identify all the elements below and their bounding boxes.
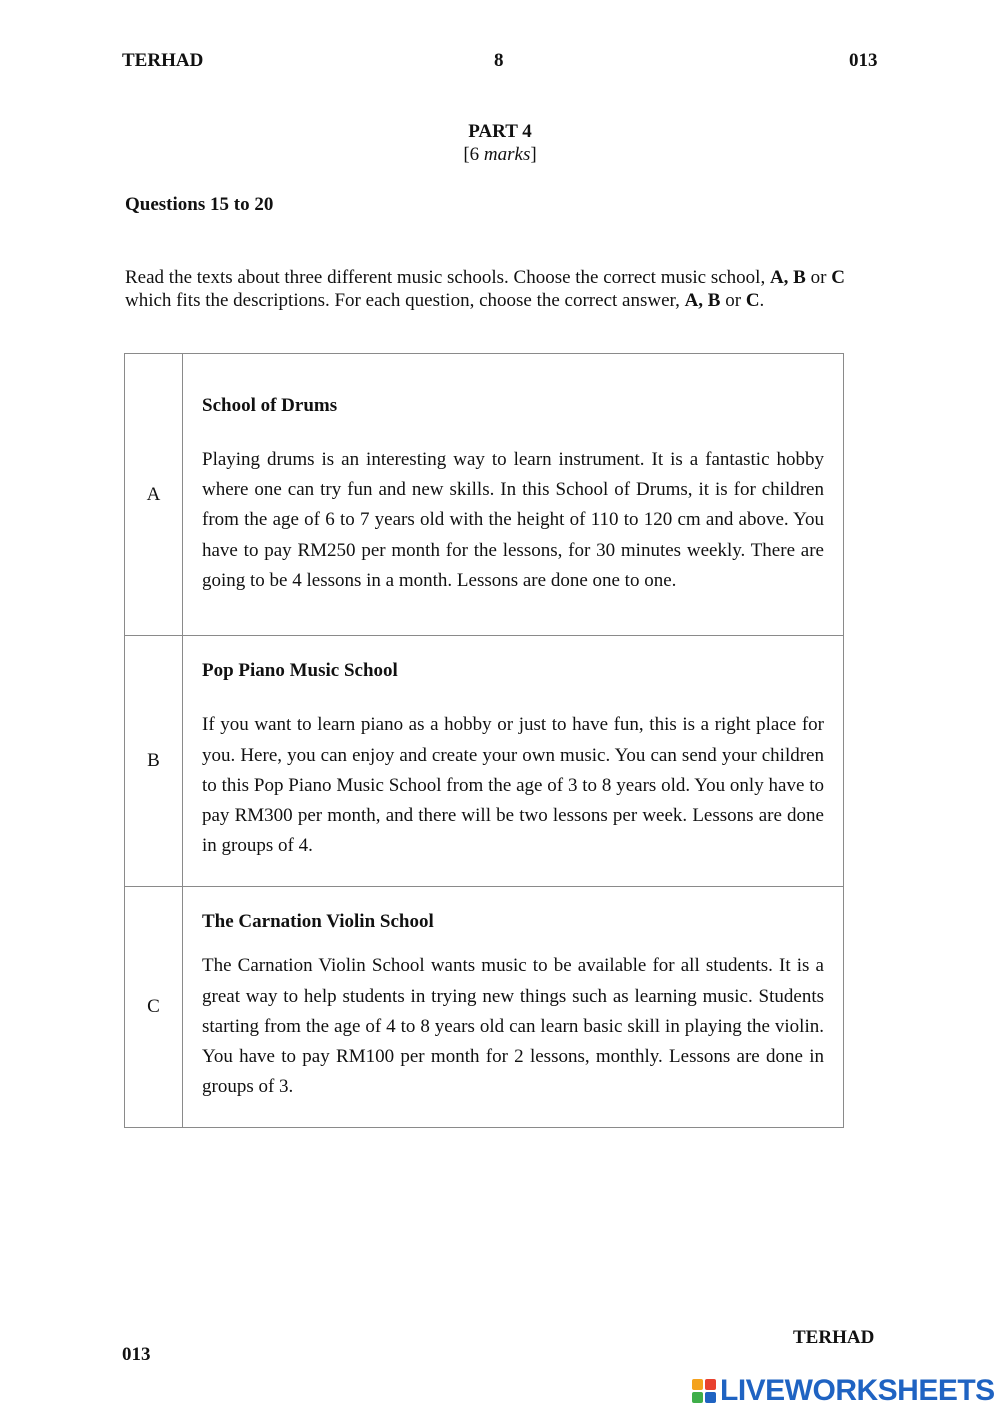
instructions: Read the texts about three different music schools. Choose the correct music school, A, B or C which fits the descriptions. For each question, choose the correct answer, A, B or C. xyxy=(125,267,845,311)
school-description-cell xyxy=(183,636,844,887)
footer-right-label: TERHAD xyxy=(793,1327,875,1348)
liveworksheets-brand[interactable] xyxy=(692,1375,995,1407)
school-row-c xyxy=(125,887,844,1128)
school-name: The Carnation Violin School xyxy=(202,911,434,933)
part-title: PART 4 xyxy=(468,121,532,142)
school-description: The Carnation Violin School wants music to be available for all students. It is a great way to help students in trying new things such as learning music. Students starting from the age of 4 to 8 years old can learn basic skill in playing the violin. You have to pay RM100 per month for 2 lessons, monthly. Lessons are done in groups of 3. xyxy=(202,955,824,1098)
school-description: If you want to learn piano as a hobby or just to have fun, this is a right place for you. Here, you can enjoy and create your own music. You can send your children to this Pop Piano Music School from the age of 3 to 8 years old. You only have to pay RM300 per month, and there will be two lessons per week. Lessons are done in groups of 4. xyxy=(202,714,824,857)
header-left-label: TERHAD xyxy=(122,50,204,71)
schools-table xyxy=(124,353,844,1128)
part-marks: [6 marks] xyxy=(463,144,537,165)
school-description: Playing drums is an interesting way to learn instrument. It is a fantastic hobby where one can try fun and new skills. In this School of Drums, it is for children from the age of 6 to 7 years old with the height of 110 to 120 cm and above. You have to pay RM250 per month for the lessons, for 30 minutes weekly. There are going to be 4 lessons in a month. Lessons are done one to one. xyxy=(202,448,824,591)
header-right-code: 013 xyxy=(849,50,878,71)
page-number: 8 xyxy=(494,50,504,71)
school-name: School of Drums xyxy=(202,394,338,416)
logo-tile xyxy=(705,1379,716,1390)
school-letter: A xyxy=(125,354,183,636)
logo-tile xyxy=(692,1379,703,1390)
liveworksheets-logo-icon xyxy=(692,1379,716,1403)
logo-tile xyxy=(692,1392,703,1403)
school-name: Pop Piano Music School xyxy=(202,660,398,682)
school-row-b xyxy=(125,636,844,887)
school-letter: C xyxy=(125,887,183,1128)
school-description-cell xyxy=(183,887,844,1128)
brand-name: LIVEWORKSHEETS xyxy=(720,1374,995,1407)
footer-left-code: 013 xyxy=(122,1344,151,1365)
questions-range: Questions 15 to 20 xyxy=(125,194,274,215)
logo-tile xyxy=(705,1392,716,1403)
school-row-a xyxy=(125,354,844,636)
school-letter: B xyxy=(125,636,183,887)
school-description-cell xyxy=(183,354,844,636)
